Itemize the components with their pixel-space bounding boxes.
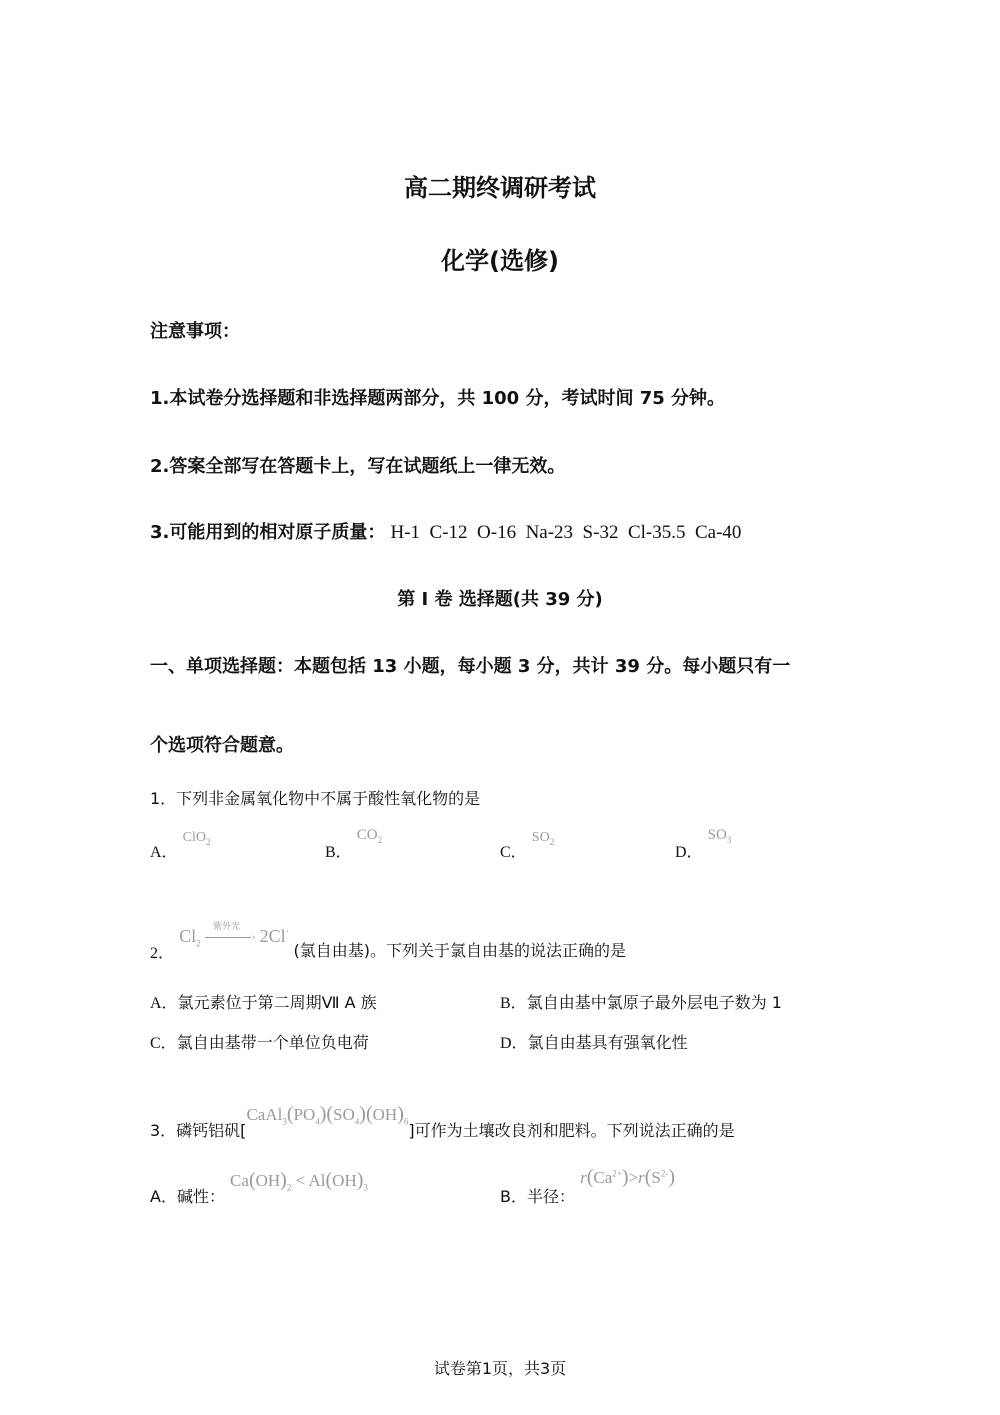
page-title: 高二期终调研考试 <box>404 174 596 202</box>
q3-option-b-label: B．半径： <box>500 1187 575 1206</box>
q1-option-d-formula: $SO_3$ <box>707 827 732 845</box>
q1-option-b-letter: B． <box>325 844 352 861</box>
q1-option-c-letter: C． <box>500 844 527 861</box>
page-footer: 试卷第1页，共3页 <box>433 1359 567 1378</box>
q2-option-d: D．氯自由基具有强氧化性 <box>500 1033 688 1052</box>
part1-heading: 第 I 卷 选择题(共 39 分) <box>397 589 603 610</box>
q2-arrow-label: 紫外光 <box>213 921 241 932</box>
q1-option-b <box>325 821 383 861</box>
q2-number: 2． <box>150 945 175 962</box>
q2-stem-text: (氯自由基)。下列关于氯自由基的说法正确的是 <box>293 941 626 960</box>
q1-option-a-letter: A． <box>150 844 178 861</box>
q2-arrow: 紫外光 › <box>205 931 255 945</box>
q3-stem-end: ]可作为土壤改良剂和肥料。下列说法正确的是 <box>408 1121 735 1140</box>
q1-option-c <box>500 823 555 861</box>
notes-item-3 <box>150 518 741 544</box>
q1-option-d-letter: D． <box>675 844 703 861</box>
q2-option-a: A．氯元素位于第二周期Ⅶ A 族 <box>150 993 377 1012</box>
q3-stem <box>150 1102 735 1140</box>
q1-option-b-formula: $CO_2$ <box>356 827 383 845</box>
q2-equation: $Cl_2$ 紫外光 › 2Cl· <box>179 926 293 946</box>
q1-option-a <box>150 823 211 861</box>
q3-formula: $CaAl_3(PO_4)(SO_4)(OH)_6$ <box>246 1103 409 1127</box>
notes-item-3-label: 3.可能用到的相对原子质量： <box>150 522 386 543</box>
notes-item-1: 1.本试卷分选择题和非选择题两部分，共 100 分，考试时间 75 分钟。 <box>150 388 726 409</box>
notes-heading: 注意事项： <box>150 321 240 342</box>
q2-stem <box>150 921 626 962</box>
page-subtitle: 化学(选修) <box>441 247 559 275</box>
q2-option-b: B．氯自由基中氯原子最外层电子数为 1 <box>500 993 782 1012</box>
section-instruction-line1: 一、单项选择题：本题包括 13 小题，每小题 3 分，共计 39 分。每小题只有一 <box>150 656 791 677</box>
q3-stem-start: 3．磷钙铝矾[ <box>150 1121 247 1140</box>
q1-option-d <box>675 821 732 861</box>
q1-option-c-formula: $SO_2$ <box>531 830 555 847</box>
q3-option-a-formula: $Ca(OH)_2 < Al(OH)_3$ <box>230 1169 368 1193</box>
q3-option-b <box>500 1165 676 1206</box>
q3-option-a-label: A．碱性： <box>150 1187 225 1206</box>
notes-item-3-values: H-1 C-12 O-16 Na-23 S-32 Cl-35.5 Ca-40 <box>390 522 742 543</box>
notes-item-2: 2.答案全部写在答题卡上，写在试题纸上一律无效。 <box>150 456 566 477</box>
q3-option-a <box>150 1168 368 1206</box>
q1-option-a-formula: ClO$_2$ <box>182 830 211 847</box>
section-instruction-line2: 个选项符合题意。 <box>150 735 294 756</box>
q1-stem: 1．下列非金属氧化物中不属于酸性氧化物的是 <box>150 789 481 808</box>
q2-option-c: C．氯自由基带一个单位负电荷 <box>150 1033 369 1052</box>
q3-option-b-formula: $r(Ca^{2+})>r(S^{2-})$ <box>580 1166 676 1188</box>
